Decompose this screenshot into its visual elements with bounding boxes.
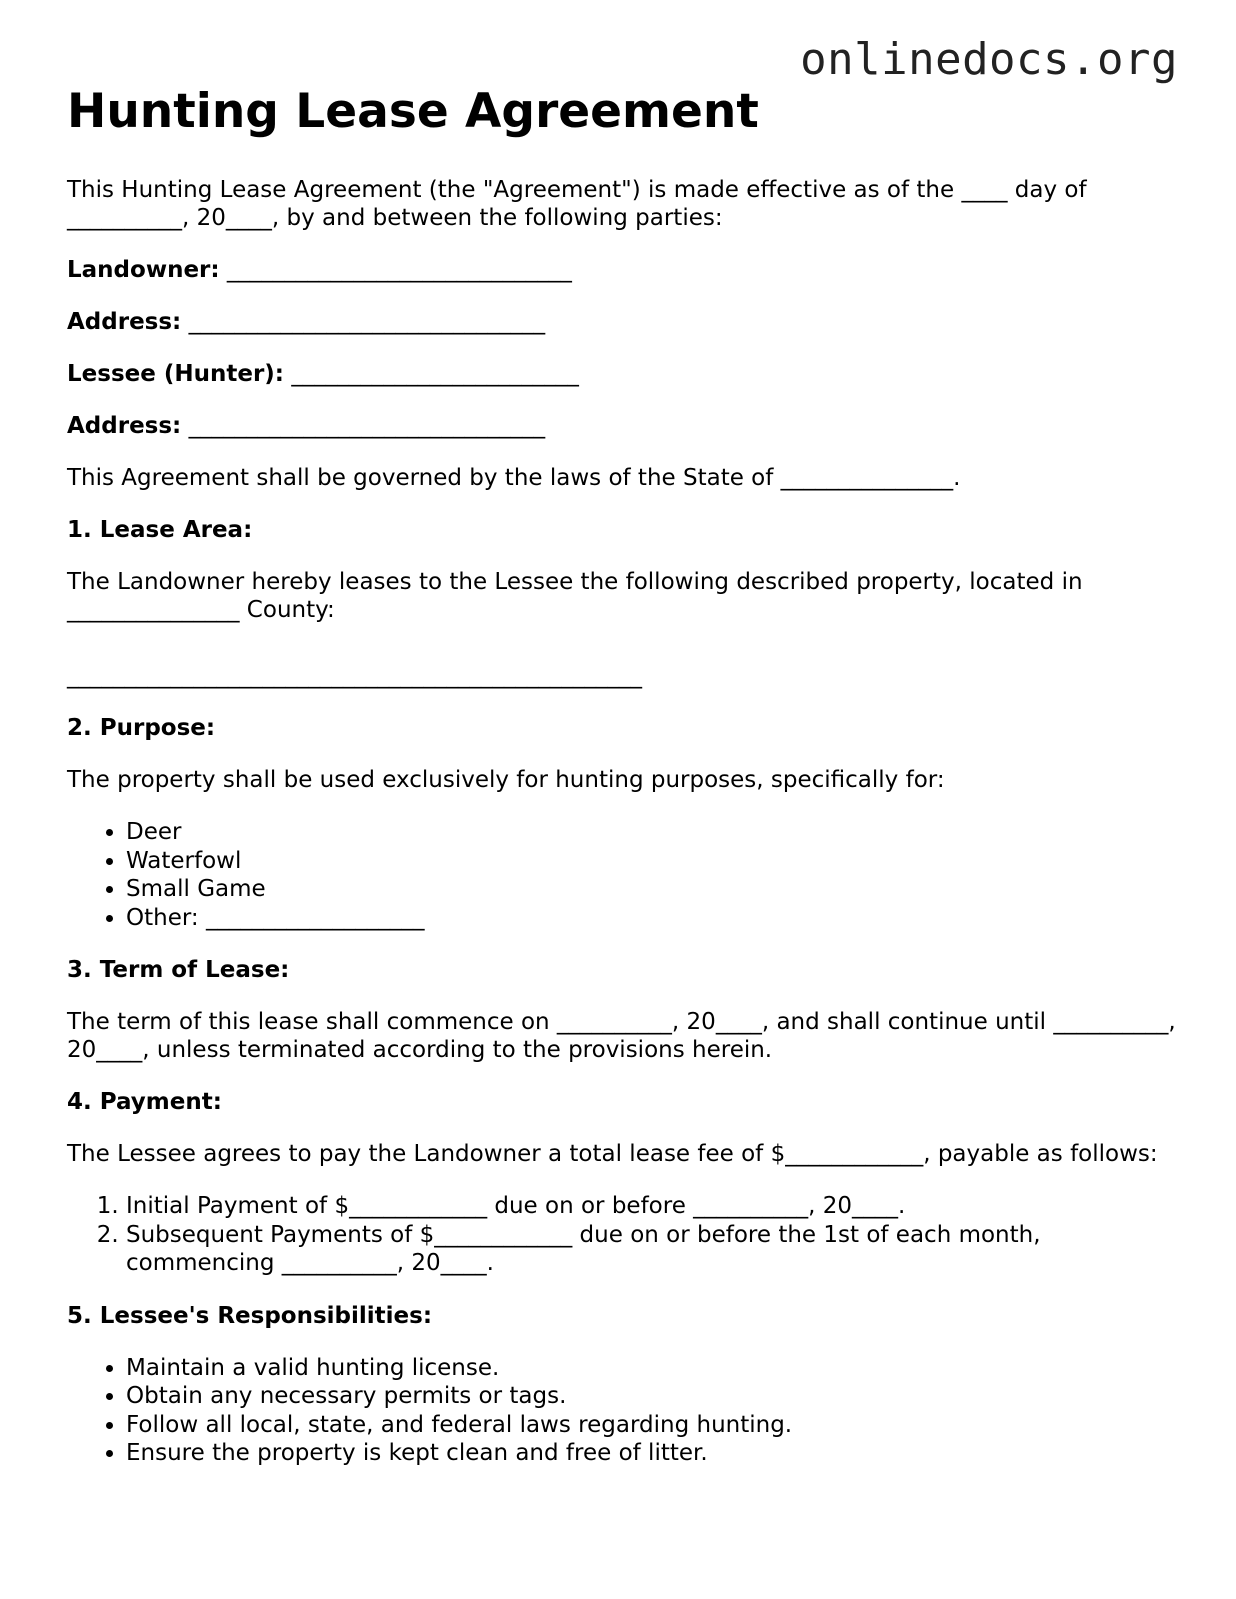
lessee-blank: _________________________	[291, 361, 579, 388]
list-item: • Deer	[126, 818, 1177, 847]
landowner-address-field	[67, 308, 1177, 336]
document-title: Hunting Lease Agreement	[67, 84, 759, 139]
list-item: • Small Game	[126, 875, 1177, 904]
lessee-field	[67, 360, 1177, 388]
payment-list	[67, 1192, 1177, 1278]
list-item: 2. Subsequent Payments of $____________ due on or before the 1st of each month, commencing __________, 20____.	[126, 1221, 1177, 1278]
purpose-list	[67, 818, 1177, 932]
section-lease-area-heading: 1. Lease Area:	[67, 517, 253, 544]
list-item: 1. Initial Payment of $____________ due on or before __________, 20____.	[126, 1192, 1177, 1221]
lessee-address-blank: _______________________________	[188, 413, 546, 440]
intro-paragraph: This Hunting Lease Agreement (the "Agreement") is made effective as of the ____ day of __________, 20____, by and between the following parties:	[67, 177, 1087, 232]
lessee-address-field	[67, 412, 1177, 440]
section-term-text: The term of this lease shall commence on __________, 20____, and shall continue until __________, 20____, unless terminated according to the provisions herein.	[67, 1009, 1176, 1064]
landowner-field	[67, 256, 1177, 284]
section-purpose-heading: 2. Purpose:	[67, 715, 216, 742]
section-lease-area-text: The Landowner hereby leases to the Lessee the following described property, located in _______________ County:	[67, 569, 1083, 624]
landowner-address-blank: _______________________________	[188, 309, 546, 336]
lessee-address-label: Address:	[67, 413, 182, 440]
section-purpose-text: The property shall be used exclusively for hunting purposes, specifically for:	[67, 767, 945, 794]
responsibilities-list	[67, 1354, 1177, 1468]
section-payment-text: The Lessee agrees to pay the Landowner a total lease fee of $____________, payable as follows:	[67, 1141, 1158, 1168]
landowner-address-label: Address:	[67, 309, 182, 336]
list-item: • Maintain a valid hunting license.	[126, 1354, 1177, 1383]
section-term-heading: 3. Term of Lease:	[67, 957, 290, 984]
list-item: • Waterfowl	[126, 847, 1177, 876]
list-item: • Follow all local, state, and federal laws regarding hunting.	[126, 1411, 1177, 1440]
section-payment-heading: 4. Payment:	[67, 1089, 222, 1116]
governing-law-paragraph: This Agreement shall be governed by the laws of the State of _______________.	[67, 465, 961, 492]
landowner-label: Landowner:	[67, 257, 220, 284]
list-item: • Ensure the property is kept clean and free of litter.	[126, 1439, 1177, 1468]
document-page	[67, 84, 1177, 1492]
section-lease-area-blank-line: __________________________________________________	[67, 663, 642, 690]
list-item: • Other: ___________________	[126, 904, 1177, 933]
section-responsibilities-heading: 5. Lessee's Responsibilities:	[67, 1302, 433, 1329]
watermark: onlinedocs.org	[800, 34, 1178, 85]
landowner-blank: ______________________________	[226, 257, 572, 284]
list-item: • Obtain any necessary permits or tags.	[126, 1382, 1177, 1411]
lessee-label: Lessee (Hunter):	[67, 361, 284, 388]
